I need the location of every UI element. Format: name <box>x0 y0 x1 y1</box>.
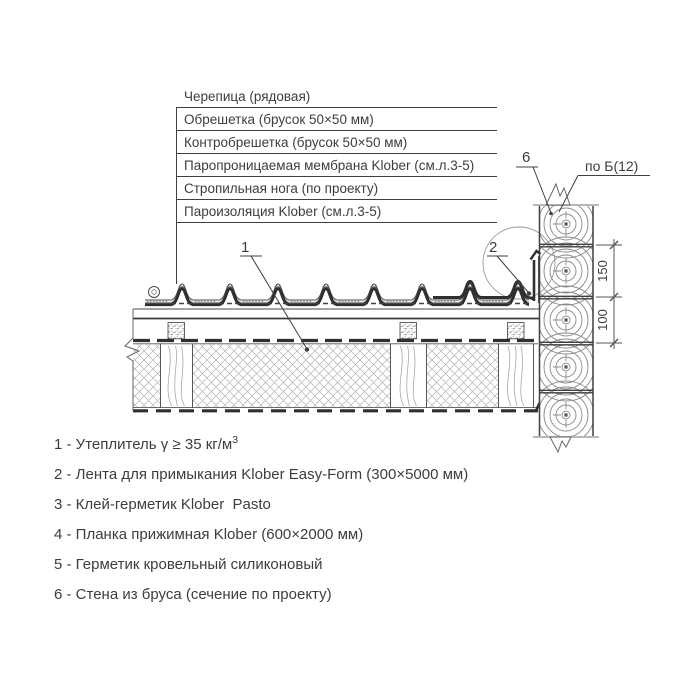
rafter <box>161 344 193 408</box>
layer-label-batten: Обрешетка (брусок 50×50 мм) <box>176 109 497 131</box>
legend-item-3 <box>54 496 271 513</box>
legend-item-superscript: 3 <box>232 434 239 446</box>
layer-label-counter-batten: Контробрешетка (брусок 50×50 мм) <box>176 132 497 154</box>
legend-item-4 <box>54 526 363 543</box>
legend-item-text: 5 - Герметик кровельный силиконовый <box>54 556 323 573</box>
legend-item-text: 6 - Стена из бруса (сечение по проекту) <box>54 586 332 603</box>
callout-number-insulation: 1 <box>241 239 250 256</box>
legend-item-text: 1 - Утеплитель γ ≥ 35 кг/м <box>54 436 233 453</box>
dimension-100: 100 <box>595 309 610 331</box>
leader-section-ref <box>559 176 650 213</box>
batten-board-layer <box>133 309 539 319</box>
insulation-layer <box>133 345 498 408</box>
layer-label-tile: Черепица (рядовая) <box>176 86 497 108</box>
layer-label-membrane: Паропроницаемая мембрана Klober (см.л.3-5) <box>176 155 497 177</box>
leader-6 <box>516 167 551 213</box>
tile-layer <box>145 284 529 305</box>
legend-item-text: 2 - Лента для примыкания Klober Easy-Form (300×5000 мм) <box>54 466 469 483</box>
legend-item-2 <box>54 466 468 483</box>
legend-item-6 <box>54 586 332 603</box>
rafter <box>499 344 534 408</box>
dimension-150: 150 <box>595 260 610 282</box>
break-line-wall-top <box>546 184 570 205</box>
callout-number-wall: 6 <box>522 149 531 166</box>
wall-log-rings <box>532 190 600 449</box>
callout-number-tape: 2 <box>489 239 498 256</box>
rafter <box>391 344 427 408</box>
section-reference-label: по Б(12) <box>585 158 639 174</box>
legend-item-1 <box>54 436 238 453</box>
layer-label-rafter: Стропильная нога (по проекту) <box>176 178 497 200</box>
timber-wall <box>532 184 600 452</box>
legend-item-text: 4 - Планка прижимная Klober (600×2000 мм) <box>54 526 364 543</box>
layer-label-vapour-barrier: Пароизоляция Klober (см.л.3-5) <box>176 201 497 223</box>
legend-item-text: 3 - Клей-герметик Klober Pasto <box>54 496 271 513</box>
legend-item-5 <box>54 556 323 573</box>
counter-batten-blocks <box>168 323 524 339</box>
break-line-wall-bottom <box>550 437 571 452</box>
flashing-tape <box>433 251 541 303</box>
